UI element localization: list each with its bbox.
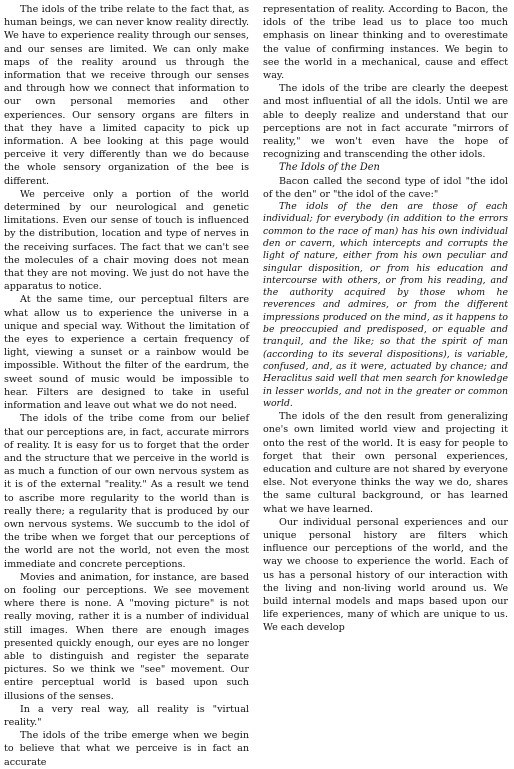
- paragraph: The idols of the tribe relate to the fact that, as human beings, we can never know reality directly. We have to experience reality through our senses, and our senses are limited. We can only make maps of the reality around us through the information that we receive through our senses and through how we connect that information to our own personal memories and other experiences. Our sensory organs are filters in that they have a limited capacity to pick up information. A bee looking at this page would perceive it very differently than we do because the whole sensory organization of the bee is different.: [4, 4, 249, 187]
- paragraph-continuation: representation of reality. According to Bacon, the idols of the tribe lead us to place too much emphasis on linear thinking and to overestimate the value of confirming instances. We begin to see the world in a mechanical, cause and effect way.: [263, 4, 508, 82]
- paragraph: In a very real way, all reality is "virtual reality.": [4, 703, 249, 728]
- paragraph: We perceive only a portion of the world determined by our neurological and genetic limitations. Even our sense of touch is influenced by the distribution, location and type of nerves in the receiving surfaces. The fact that we can't see the molecules of a chair moving does not mean that they are not moving. We just do not have the apparatus to notice.: [4, 188, 249, 293]
- paragraph: The idols of the tribe come from our belief that our perceptions are, in fact, accurate mirrors of reality. It is easy for us to forget that the order and the structure that we perceive in the world is as much a function of our own nervous system as it is of the external "reality." As a result we tend to ascribe more regularity to the world than is really there; a regularity that is produced by our own nervous systems. We succumb to the idol of the tribe when we forget that our perceptions of the world are not the world, not even the most immediate and concrete perceptions.: [4, 413, 249, 570]
- paragraph: Our individual personal experiences and our unique personal history are filters which influence our perceptions of the world, and the way we choose to experience the world. Each of us has a personal history of our interaction with the living and non-living world around us. We build internal models and maps based upon our life experiences, many of which are unique to us. We each develop: [263, 516, 508, 634]
- section-heading: The Idols of the Den: [279, 162, 380, 174]
- paragraph: The idols of the den result from generalizing one's own limited world view and projecting it onto the rest of the world. It is easy for people to forget that their own personal experiences, education and culture are not shared by everyone else. Not everyone thinks the way we do, shares the same cultural background, or has learned what we have learned.: [263, 411, 508, 515]
- paragraph: Movies and animation, for instance, are based on fooling our perceptions. We see movement where there is none. A "moving picture" is not really moving, rather it is a number of individual still images. When there are enough images presented quickly enough, our eyes are no longer able to distinguish and register the separate pictures. So we think we "see" movement. Our entire perceptual world is based upon such illusions of the senses.: [4, 571, 249, 702]
- left-column: [4, 3, 249, 769]
- paragraph: The idols of the tribe emerge when we begin to believe that what we perceive is in fact an accurate: [4, 730, 249, 768]
- paragraph: Bacon called the second type of idol "the idol of the den" or "the idol of the cave:": [263, 175, 508, 200]
- block-quote: The idols of the den are those of each individual; for everybody (in addition to the errors common to the race of man) has his own individual den or cavern, which intercepts and corrupts the light of nature, either from his own peculiar and singular disposition, or from his education and intercourse with others, or from his reading, and the authority acquired by those whom he reverences and admires, or from the different impressions produced on the mind, as it happens to be preoccupied and predisposed, or equable and tranquil, and the like; so that the spirit of man (according to its several dispositions), is variable, confused, and, as it were, actuated by chance; and Heraclitus said well that men search for knowledge in lesser worlds, and not in the greater or common world.: [263, 201, 508, 409]
- paragraph: The idols of the tribe are clearly the deepest and most influential of all the idols. Until we are able to deeply realize and understand that our perceptions are not in fact accurate "mirrors of reality," we won't even have the hope of recognizing and transcending the other idols.: [263, 83, 508, 161]
- right-column: [263, 3, 508, 635]
- paragraph: At the same time, our perceptual filters are what allow us to experience the universe in a unique and special way. Without the limitation of the eyes to experience a certain frequency of light, viewing a sunset or a rainbow would be impossible. Without the filter of the eardrum, the sweet sound of music would be impossible to hear. Filters are designed to take in useful information and leave out what we do not need.: [4, 294, 249, 412]
